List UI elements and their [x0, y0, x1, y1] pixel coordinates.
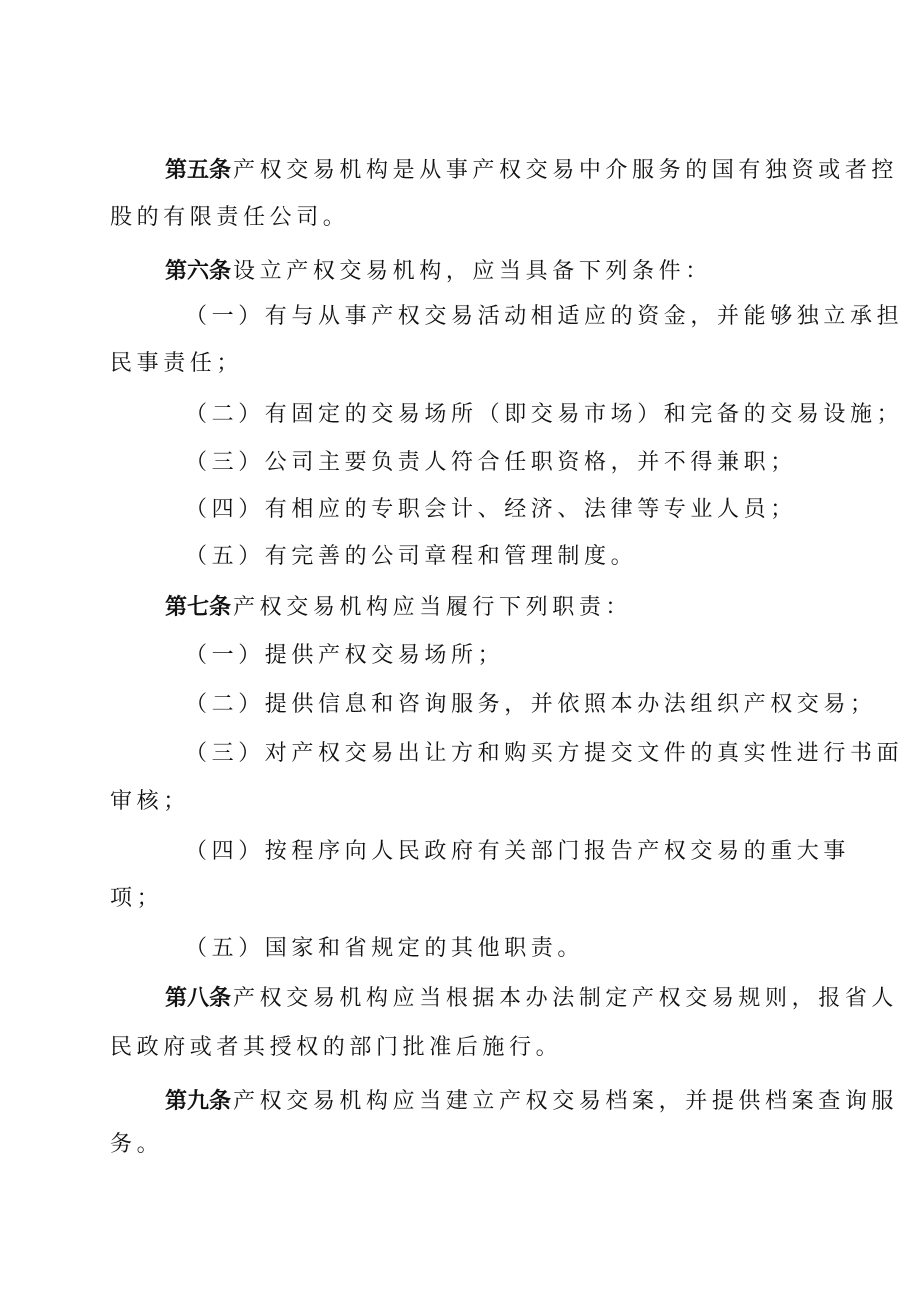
article-6-item-5: （五）有完善的公司章程和管理制度。 [185, 544, 638, 569]
article-7-item-3-line-1: （三）对产权交易出让方和购买方提交文件的真实性进行书面 [185, 741, 904, 766]
article-6-item-2: （二）有固定的交易场所（即交易市场）和完备的交易设施； [185, 402, 904, 427]
article-7-text: 产权交易机构应当履行下列职责： [233, 595, 633, 620]
article-9-line-2: 务。 [110, 1132, 164, 1157]
article-9-text: 产权交易机构应当建立产权交易档案，并提供档案查询服 [233, 1089, 899, 1114]
article-8-line-1 [165, 985, 898, 1013]
article-5-line-1 [165, 157, 898, 185]
article-7-item-3-line-2: 审核； [110, 789, 190, 814]
article-6-line-1 [165, 258, 712, 286]
article-7-line-1 [165, 594, 632, 622]
article-8-label: 第八条 [165, 986, 232, 1011]
article-6-item-1-line-1: （一）有与从事产权交易活动相适应的资金，并能够独立承担 [185, 304, 904, 329]
article-6-text: 设立产权交易机构，应当具备下列条件： [233, 259, 712, 284]
article-5-label: 第五条 [165, 158, 232, 183]
article-6-label: 第六条 [165, 259, 232, 284]
article-7-label: 第七条 [165, 595, 232, 620]
article-7-item-5: （五）国家和省规定的其他职责。 [185, 936, 585, 961]
article-7-item-4-line-1: （四）按程序向人民政府有关部门报告产权交易的重大事 [185, 839, 851, 864]
article-7-item-2: （二）提供信息和咨询服务，并依照本办法组织产权交易； [185, 692, 877, 717]
article-7-item-4-line-2: 项； [110, 886, 164, 911]
article-6-item-3: （三）公司主要负责人符合任职资格，并不得兼职； [185, 450, 797, 475]
article-8-line-2: 民政府或者其授权的部门批准后施行。 [110, 1035, 563, 1060]
article-5-text: 产权交易机构是从事产权交易中介服务的国有独资或者控 [233, 158, 899, 183]
article-6-item-1-line-2: 民事责任； [110, 351, 244, 376]
article-6-item-4: （四）有相应的专职会计、经济、法律等专业人员； [185, 497, 797, 522]
article-9-line-1 [165, 1088, 898, 1116]
article-9-label: 第九条 [165, 1089, 232, 1114]
article-8-text: 产权交易机构应当根据本办法制定产权交易规则，报省人 [233, 986, 899, 1011]
article-7-item-1: （一）提供产权交易场所； [185, 643, 505, 668]
article-5-line-2: 股的有限责任公司。 [110, 205, 350, 230]
